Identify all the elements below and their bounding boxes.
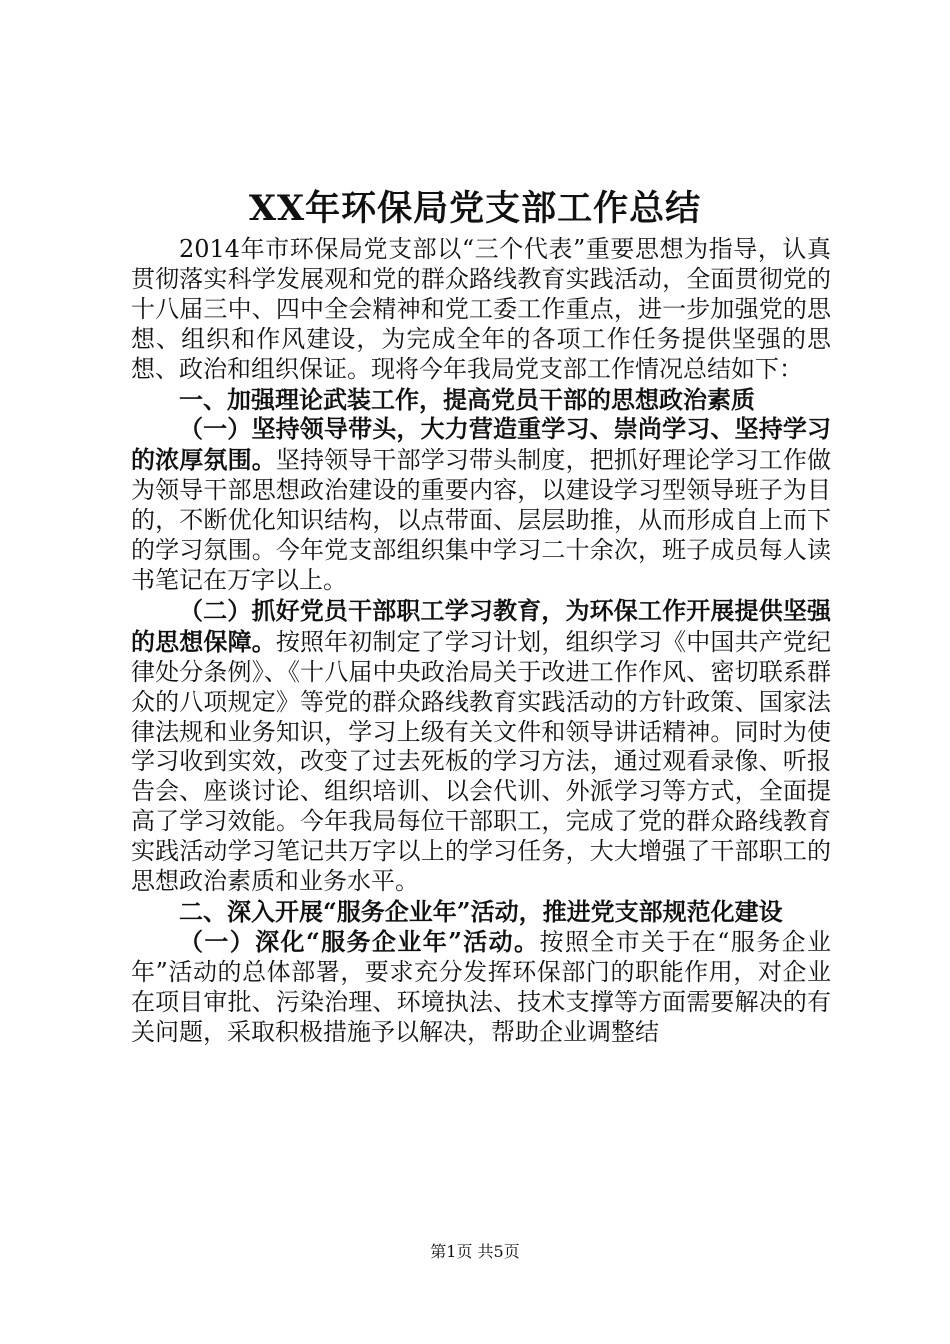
document-body [131, 235, 831, 1047]
section-2-paragraph-1-lead: （一）深化“服务企业年”活动。 [179, 926, 540, 956]
section-2-paragraph-1 [131, 927, 831, 1048]
section-1-paragraph-2 [131, 596, 831, 897]
section-1-paragraph-2-text: 按照年初制定了学习计划，组织学习《中国共产党纪律处分条例》、《十八届中央政治局关于改进工作作风、密切联系群众的八项规定》等党的群众路线教育实践活动的方针政策、国家法律法规和业务知识，学习上级有关文件和领导讲话精神。同时为使学习收到实效，改变了过去死板的学习方法，通过观看录像、听报告会、座谈讨论、组织培训、以会代训、外派学习等方式，全面提高了学习效能。今年我局每位干部职工，完成了党的群众路线教育实践活动学习笔记共万字以上的学习任务，大大增强了干部职工的思想政治素质和业务水平。 [131, 627, 832, 896]
section-2-paragraph-1-text: 按照全市关于在“服务企业年”活动的总体部署，要求充分发挥环保部门的职能作用，对企业在项目审批、污染治理、环境执法、技术支撑等方面需要解决的有关问题，采取积极措施予以解决，帮助企业调整结 [131, 927, 831, 1046]
intro-paragraph: 2014年市环保局党支部以“三个代表”重要思想为指导，认真贯彻落实科学发展观和党的群众路线教育实践活动，全面贯彻党的十八届三中、四中全会精神和党工委工作重点，进一步加强党的思想、组织和作风建设，为完成全年的各项工作任务提供坚强的思想、政治和组织保证。现将今年我局党支部工作情况总结如下： [131, 235, 831, 383]
section-2-heading: 二、深入开展“服务企业年”活动，推进党支部规范化建设 [179, 896, 783, 926]
section-1-paragraph-1 [131, 414, 831, 595]
section-1-paragraph-2-lead: （二）抓好党员干部职工学习教育，为环保工作开展提供坚强的思想保障。 [131, 595, 831, 656]
section-1-heading: 一、加强理论武装工作，提高党员干部的思想政治素质 [179, 384, 755, 414]
document-title: XX年环保局党支部工作总结 [248, 188, 702, 229]
section-1-paragraph-1-text: 坚持领导干部学习带头制度，把抓好理论学习工作做为领导干部思想政治建设的重要内容，以建设学习型领导班子为目的，不断优化知识结构，以点带面、层层助推，从而形成自上而下的学习氛围。今年党支部组织集中学习二十余次，班子成员每人读书笔记在万字以上。 [131, 446, 832, 594]
section-1-paragraph-1-lead: （一）坚持领导带头，大力营造重学习、崇尚学习、坚持学习的浓厚氛围。 [131, 414, 831, 475]
page-footer: 第1页 共5页 [430, 1242, 520, 1261]
